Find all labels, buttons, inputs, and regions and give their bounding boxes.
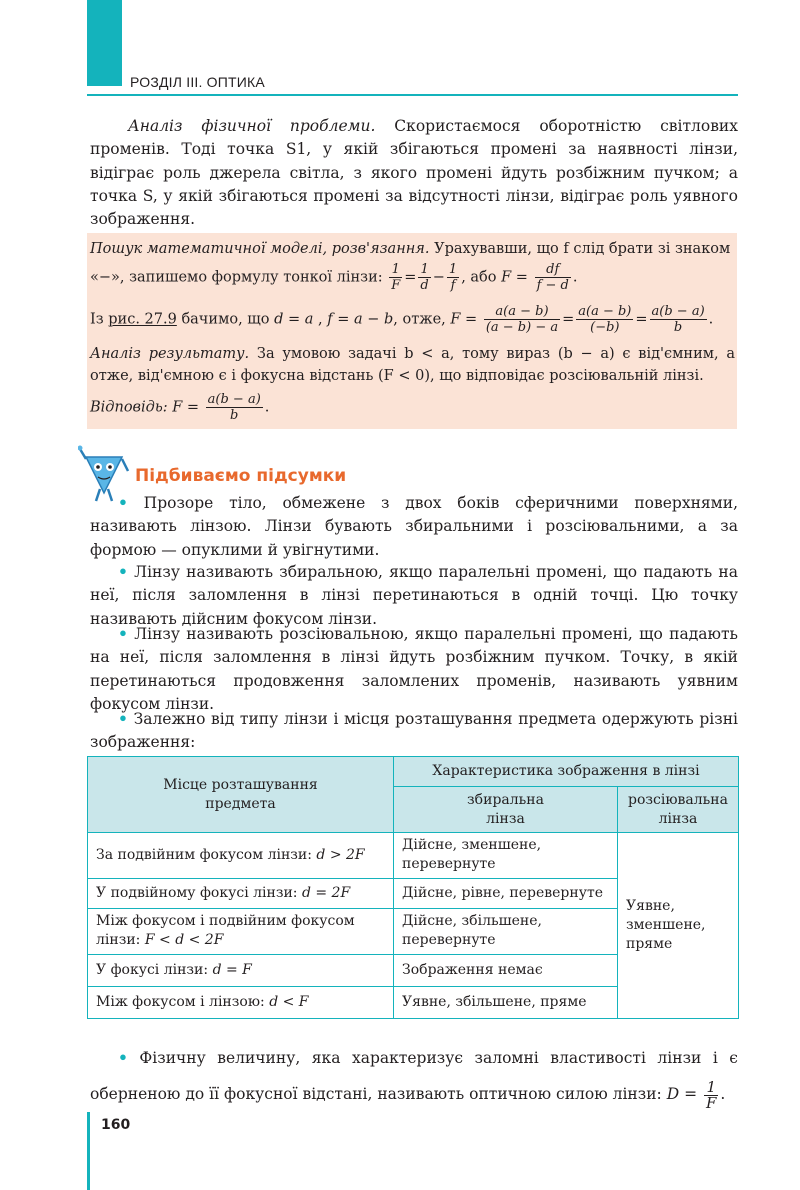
bullet-text: Фізичну величину, яка характеризує заломні властивості лінзи і є оберненою до її фокусної відстані, називають оптичною силою лінзи: xyxy=(90,1049,738,1103)
derivation-line: Із рис. 27.9 бачимо, що d = a , f = a − b, отже, F = $\frac{a(a - b)}{(a - b) - a}$ = $\frac{a(a - b)}{(-b)}$ = $\frac{a(b - a)}{b}$ . xyxy=(90,304,714,335)
header-place: Місце розташування предмета xyxy=(88,757,394,833)
answer-frac: $\frac{a(b - a)}{b}$ xyxy=(207,392,261,423)
model-line xyxy=(90,241,730,257)
place-cell: За подвійним фокусом лінзи: d > 2F xyxy=(88,833,394,879)
analysis-text: Скористаємося оборотністю світлових променів. Тоді точка S1, у якій збігаються промені за наявності лінзи, відіграє роль джерела світла, з якого промені йдуть розбіжним пучком; а точка S, у якій збігаються промені за відсутності лінзи, відіграє роль уявного зображення. xyxy=(90,117,738,229)
header-characteristics: Характеристика зображення в лінзі xyxy=(394,757,739,787)
formula-intro: «−», запишемо формулу тонкої лінзи: xyxy=(90,269,383,286)
header-divider xyxy=(87,94,738,96)
optical-power-frac: $\frac{1}{F}$ xyxy=(706,1077,717,1112)
header-diverging: розсіювальна лінза xyxy=(618,787,739,833)
section-tab-marker xyxy=(87,0,122,86)
lens-formula-line: «−», запишемо формулу тонкої лінзи: $\frac{1}{F}$ = $\frac{1}{d}$ − $\frac{1}{f}$ , або F = $\frac{df}{f - d}$ . xyxy=(90,262,578,293)
summary-bullet-3 xyxy=(90,622,738,716)
model-title: Пошук математичної моделі, розв'язання. xyxy=(90,241,430,257)
converging-cell: Дійсне, збільшене, перевернуте xyxy=(394,909,618,955)
place-cell: У подвійному фокусі лінзи: d = 2F xyxy=(88,879,394,909)
derivation-frac-2: $\frac{a(a - b)}{(-b)}$ xyxy=(578,304,632,335)
answer-title: Відповідь: xyxy=(90,399,168,416)
formula-1-over-F: $\frac{1}{F}$ xyxy=(391,262,401,293)
bullet-text: Лінзу називають збиральною, якщо паралельні промені, що падають на неї, після заломлення в лінзі перетинаються в одній точці. Цю точку називають дійсним фокусом лінзи. xyxy=(90,563,738,628)
bullet-icon: • xyxy=(118,624,128,643)
result-paragraph xyxy=(90,343,735,387)
formula-1-over-f: $\frac{1}{f}$ xyxy=(448,262,458,293)
place-cell: Між фокусом і лінзою: d < F xyxy=(88,987,394,1019)
place-cell: У фокусі лінзи: d = F xyxy=(88,955,394,987)
summary-bullet-5: • Фізичну величину, яка характеризує заломні властивості лінзи і є оберненою до її фокусної відстані, називають оптичною силою лінзи: D = $\frac{1}{F}$ . xyxy=(90,1048,738,1112)
derivation-frac-1: $\frac{a(a - b)}{(a - b) - a}$ xyxy=(485,304,559,335)
lens-image-table xyxy=(87,756,739,1019)
answer-line: Відповідь: F = $\frac{a(b - a)}{b}$ . xyxy=(90,392,270,423)
table-row xyxy=(88,833,739,879)
converging-cell: Зображення немає xyxy=(394,955,618,987)
section-title: РОЗДІЛ ІІІ. ОПТИКА xyxy=(130,74,265,90)
so-word: , отже, xyxy=(393,311,446,328)
summary-title: Підбиваємо підсумки xyxy=(135,466,347,486)
derivation-text: бачимо, що xyxy=(181,311,270,328)
bullet-icon: • xyxy=(118,493,128,512)
formula-1-over-d: $\frac{1}{d}$ xyxy=(420,262,429,293)
formula-F-expr: $\frac{df}{f - d}$ xyxy=(536,262,569,293)
bullet-text: Лінзу називають розсіювальною, якщо паралельні промені, що падають на неї, після заломлення в лінзі йдуть розбіжним пучком. Точку, в якій перетинаються продовження заломлених променів, називають уявним фокусом лінзи. xyxy=(90,625,738,713)
page-side-bar xyxy=(87,1112,90,1190)
page-number: 160 xyxy=(101,1117,131,1133)
model-text: Урахувавши, що f слід брати зі знаком xyxy=(434,241,731,257)
analysis-paragraph xyxy=(90,115,738,231)
bullet-text: Прозоре тіло, обмежене з двох боків сферичними поверхнями, називають лінзою. Лінзи бувають збиральними і розсіювальними, а за формою — опуклими й увігнутими. xyxy=(90,494,738,559)
converging-cell: Уявне, збільшене, пряме xyxy=(394,987,618,1019)
or-word: , або xyxy=(461,269,497,286)
analysis-title: Аналіз фізичної проблеми. xyxy=(128,117,376,135)
header-converging: збиральна лінза xyxy=(394,787,618,833)
bullet-icon: • xyxy=(118,709,128,728)
summary-bullet-4 xyxy=(90,707,738,755)
place-cell: Між фокусом і подвійним фокусом лінзи: F < d < 2F xyxy=(88,909,394,955)
diverging-cell: Уявне, зменшене, пряме xyxy=(618,833,739,1019)
converging-cell: Дійсне, зменшене, перевернуте xyxy=(394,833,618,879)
bullet-icon: • xyxy=(118,562,128,581)
derivation-frac-3: $\frac{a(b - a)}{b}$ xyxy=(651,304,705,335)
summary-bullet-2 xyxy=(90,560,738,631)
result-text: За умовою задачі b < a, тому вираз (b − a) є від'ємним, а отже, від'ємною є і фокусна відстань (F < 0), що відповідає розсіювальній лінзі. xyxy=(90,346,736,384)
converging-cell: Дійсне, рівне, перевернуте xyxy=(394,879,618,909)
summary-bullet-1 xyxy=(90,491,738,562)
result-title: Аналіз результату. xyxy=(90,346,250,362)
figure-link[interactable]: рис. 27.9 xyxy=(108,311,177,328)
derivation-prefix: Із xyxy=(90,311,104,328)
bullet-text: Залежно від типу лінзи і місця розташування предмета одержують різні зображення: xyxy=(90,710,738,752)
bullet-icon: • xyxy=(118,1048,128,1067)
